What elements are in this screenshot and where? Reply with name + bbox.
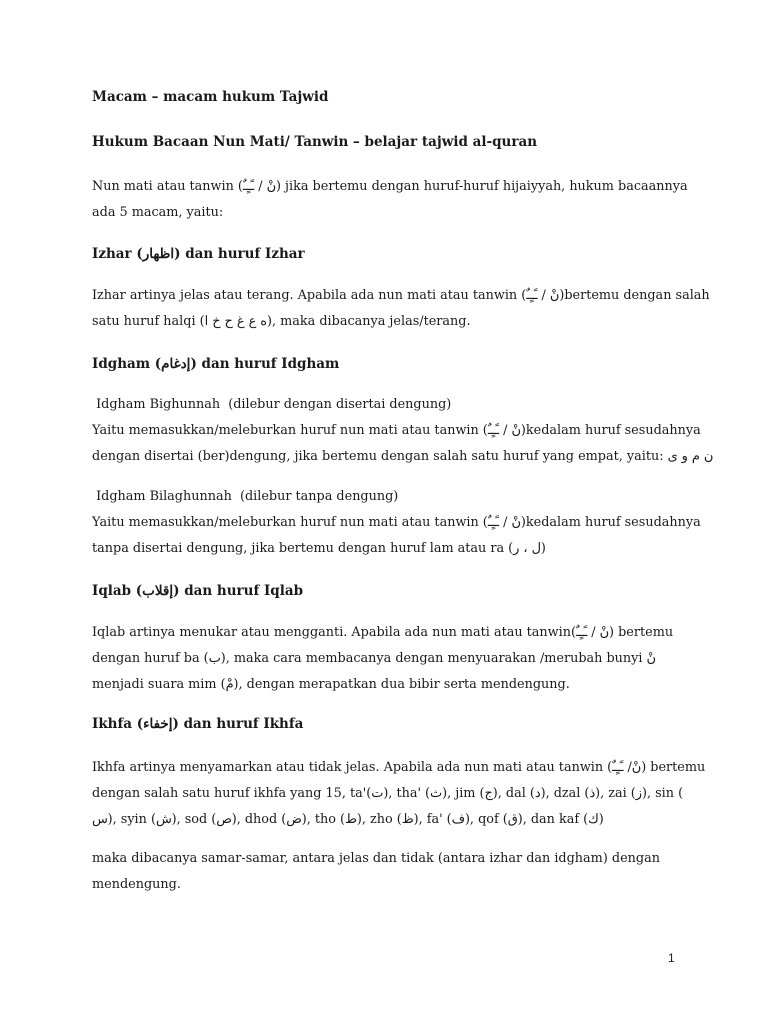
iqlab-paragraph: [92, 620, 673, 698]
iqlab-line: dengan huruf ba (ب), maka cara membacanya dengan menyuarakan /merubah bunyi نْ: [92, 651, 656, 666]
idgham-bilaghunnah-line: tanpa disertai dengung, jika bertemu dengan huruf lam atau ra (ل ، ر): [92, 541, 546, 556]
ikhfa-line: dengan salah satu huruf ikhfa yang 15, ta'(ت), tha' (ث), jim (ج), dal (د), dzal (ذ), zai (ز), sin (: [92, 786, 684, 801]
ikhfa-line: Ikhfa artinya menyamarkan atau tidak jelas. Apabila ada nun mati atau tanwin (نْ/ ـًـٍـٌ) bertemu: [92, 760, 706, 775]
izhar-line: satu huruf halqi (ه ع غ ح خ ا), maka dibacanya jelas/terang.: [92, 314, 471, 329]
page-number: 1: [668, 951, 675, 965]
idgham-bilaghunnah-paragraph: [92, 484, 701, 562]
idgham-bighunnah-paragraph: [92, 392, 713, 470]
izhar-heading: Izhar (اظهار) dan huruf Izhar: [92, 246, 305, 262]
iqlab-line: Iqlab artinya menukar atau mengganti. Apabila ada nun mati atau tanwin(نْ / ـًـٍـٌ) bertemu: [92, 625, 674, 640]
ikhfa-line: س), syin (ش), sod (ص), dhod (ض), tho (ط), zho (ظ), fa' (ف), qof (ق), dan kaf (ك): [92, 812, 604, 827]
ikhfa-heading: Ikhfa (إخفاء) dan huruf Ikhfa: [92, 716, 304, 732]
idgham-bilaghunnah-line: Idgham Bilaghunnah (dilebur tanpa dengung): [92, 489, 399, 504]
ikhfa-paragraph: [92, 755, 705, 833]
idgham-bighunnah-line: Idgham Bighunnah (dilebur dengan disertai dengung): [92, 397, 452, 412]
iqlab-line: menjadi suara mim (مْ), dengan merapatkan dua bibir serta mendengung.: [92, 677, 570, 692]
intro-paragraph: [92, 174, 688, 226]
idgham-heading: Idgham (إدغام) dan huruf Idgham: [92, 356, 340, 372]
iqlab-heading: Iqlab (إقلاب) dan huruf Iqlab: [92, 583, 304, 599]
idgham-bighunnah-line: Yaitu memasukkan/meleburkan huruf nun mati atau tanwin (نْ / ـًـٍـٌ)kedalam huruf sesudahnya: [92, 423, 701, 438]
page-subtitle: Hukum Bacaan Nun Mati/ Tanwin – belajar tajwid al-quran: [92, 134, 538, 150]
ikhfa-closing-line: maka dibacanya samar-samar, antara jelas dan tidak (antara izhar dan idgham) dengan: [92, 851, 660, 866]
idgham-bilaghunnah-line: Yaitu memasukkan/meleburkan huruf nun mati atau tanwin (نْ / ـًـٍـٌ)kedalam huruf sesudahnya: [92, 515, 701, 530]
intro-line: Nun mati atau tanwin (نْ / ـًـٍـٌ) jika bertemu dengan huruf-huruf hijaiyyah, hukum bacaannya: [92, 179, 688, 194]
ikhfa-closing-line: mendengung.: [92, 877, 181, 892]
intro-line: ada 5 macam, yaitu:: [92, 205, 224, 220]
izhar-line: Izhar artinya jelas atau terang. Apabila ada nun mati atau tanwin (نْ / ـًـٍـٌ)bertemu dengan salah: [92, 288, 710, 303]
izhar-paragraph: [92, 283, 710, 335]
idgham-bighunnah-line: dengan disertai (ber)dengung, jika bertemu dengan salah satu huruf yang empat, yaitu: ن م و ى: [92, 449, 714, 464]
page-title: Macam – macam hukum Tajwid: [92, 89, 329, 105]
ikhfa-closing-paragraph: [92, 846, 660, 898]
